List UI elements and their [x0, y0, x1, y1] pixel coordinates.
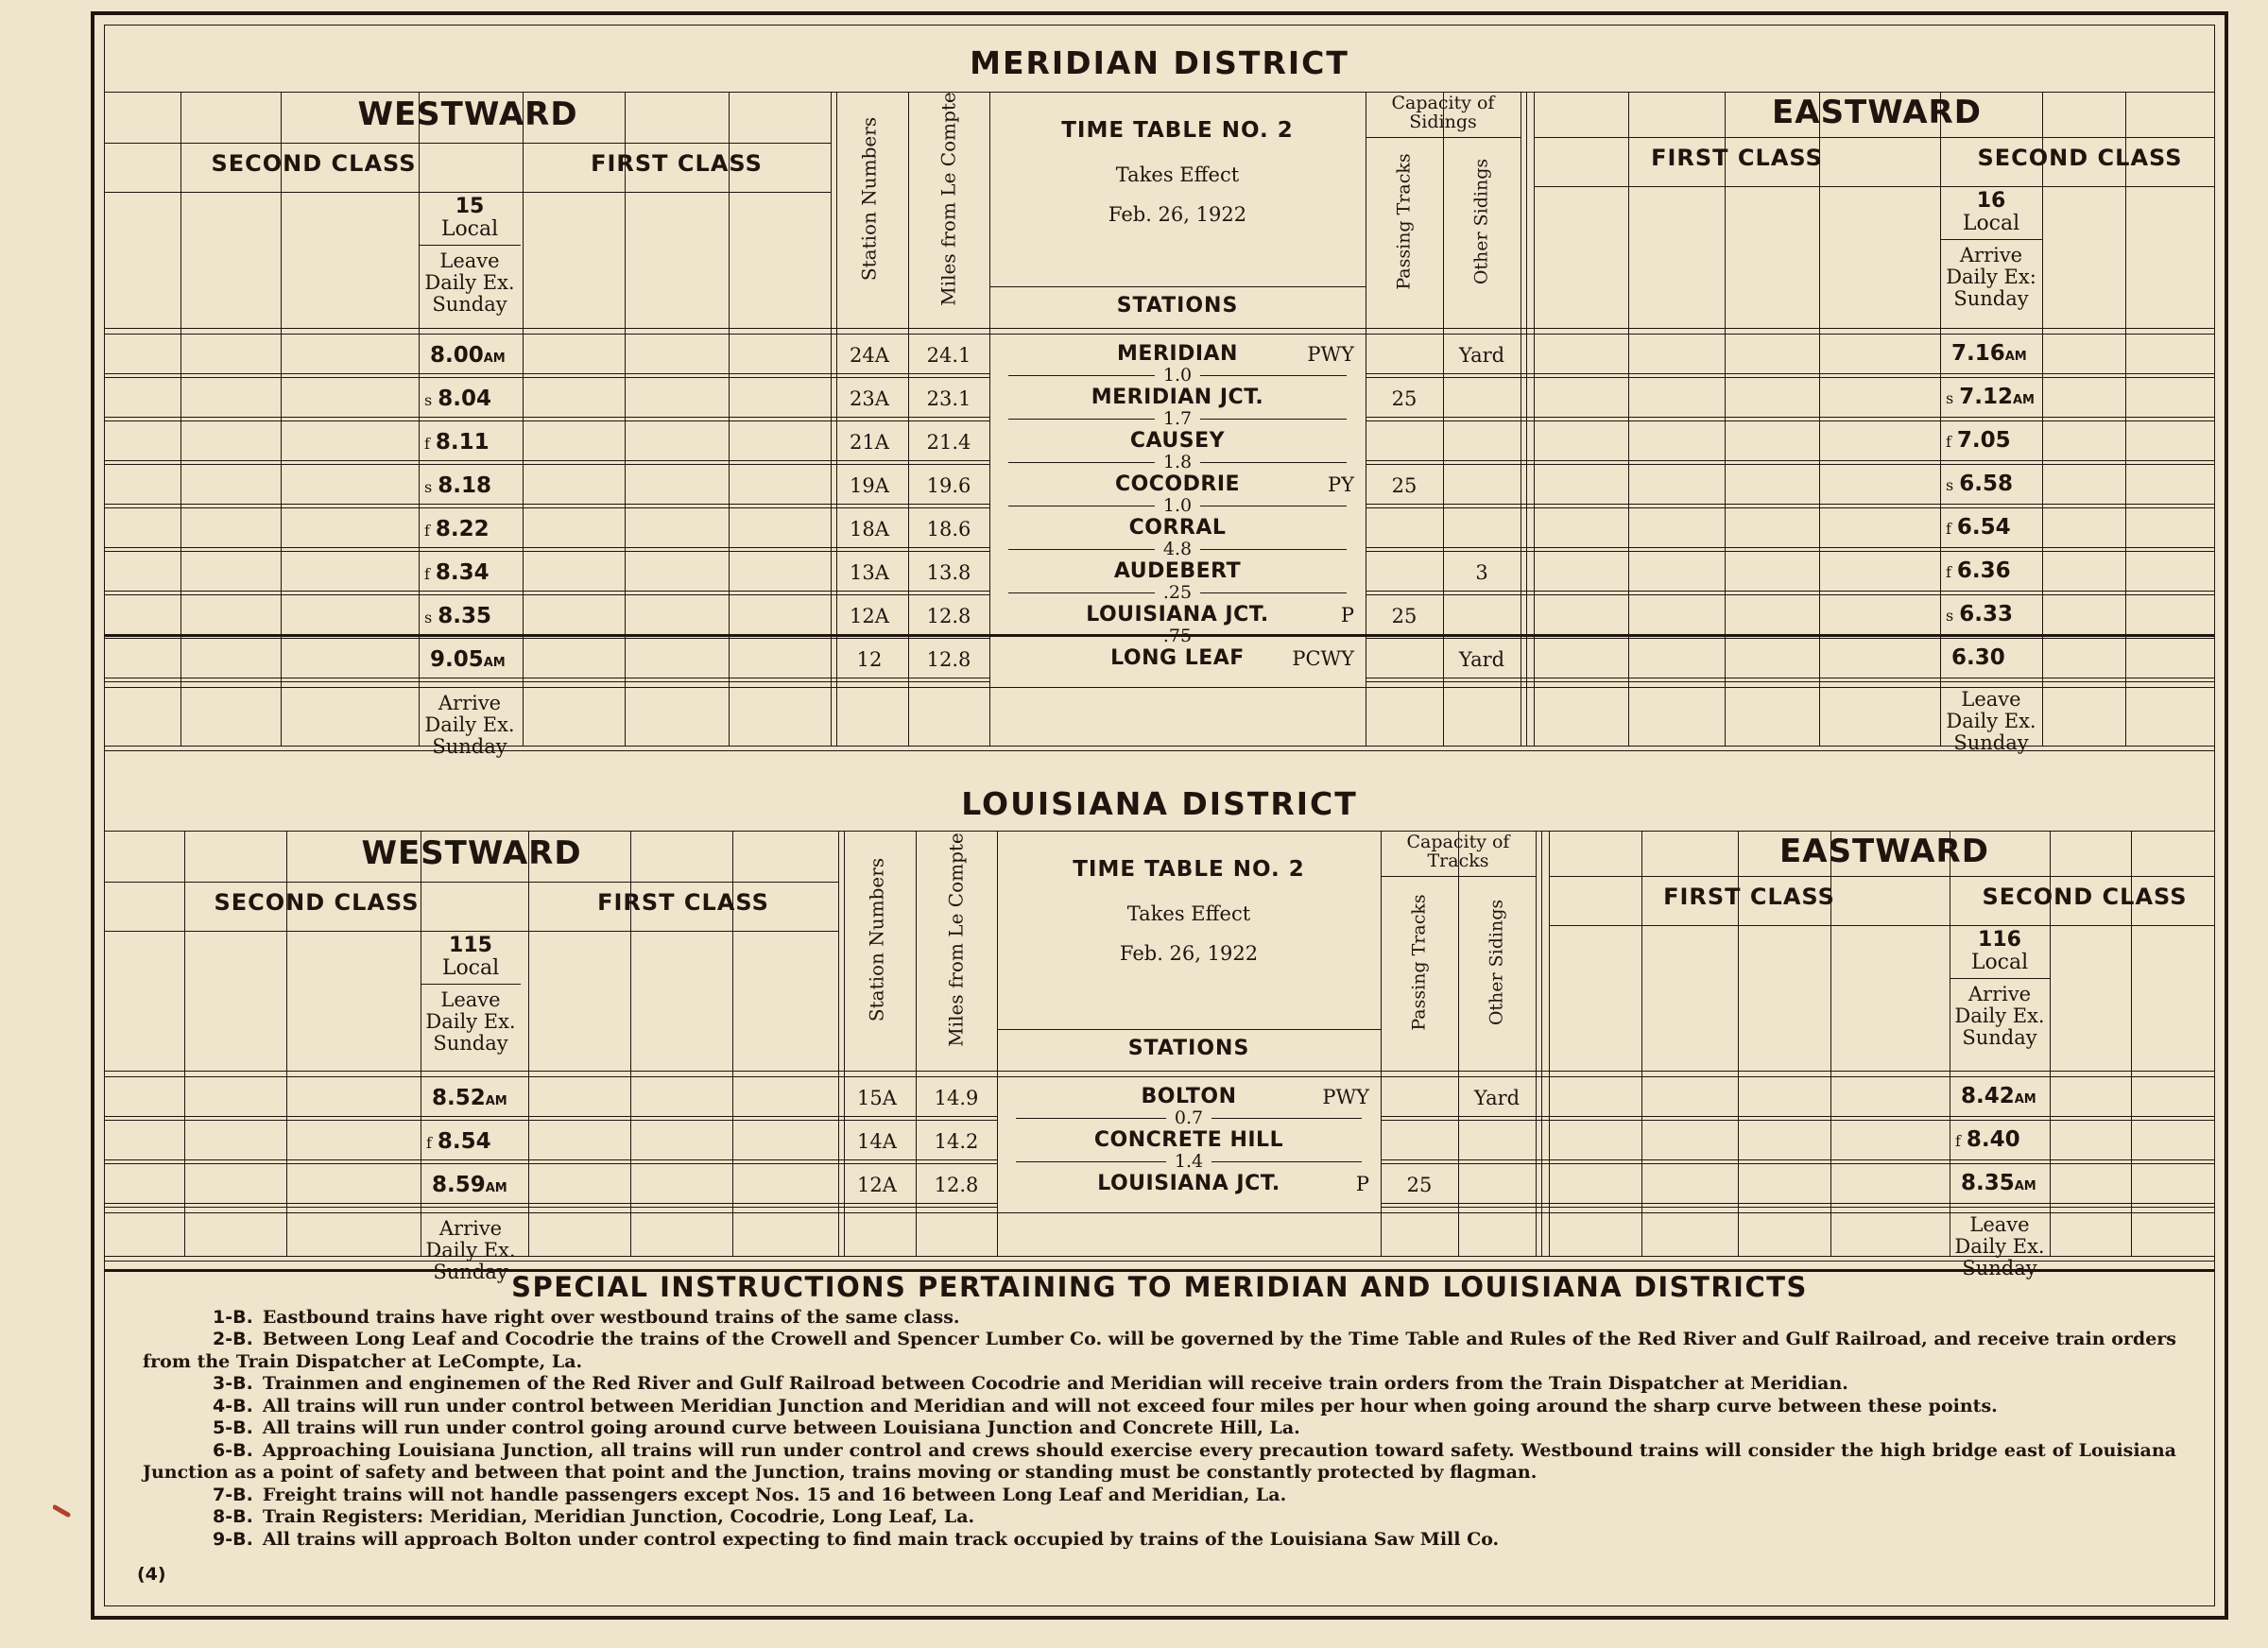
station-name: LONG LEAF — [1110, 646, 1245, 670]
instruction-text: Between Long Leaf and Cocodrie the trains of the Crowell and Spencer Lumber Co. will be governed by the Time Table and Rules of the Red River and Gulf Railroad, and receive train orders from the Train Dispatcher at LeCompte, La. — [143, 1329, 2176, 1372]
am-marker: AM — [485, 1181, 507, 1195]
station-number: 13A — [850, 561, 889, 584]
other-sidings-value: Yard — [1458, 648, 1505, 671]
timetable-info — [989, 118, 1366, 226]
station-number: 21A — [850, 431, 889, 454]
west-second-class: SECOND CLASS — [214, 889, 420, 916]
time-value: 6.54 — [1956, 515, 2011, 540]
instruction-number: 6-B. — [213, 1439, 253, 1461]
east-time — [1946, 645, 2005, 670]
class-rule — [105, 192, 831, 193]
time-value: 7.05 — [1956, 428, 2011, 453]
direction-rule — [105, 143, 831, 144]
time-value: 8.54 — [437, 1129, 491, 1154]
other-sidings-header: Other Sidings — [1470, 158, 1492, 285]
row-rule — [105, 591, 989, 592]
am-marker: AM — [2012, 393, 2035, 407]
instruction-item — [143, 1506, 2176, 1529]
westward-heading: WESTWARD — [357, 95, 578, 133]
row-rule — [105, 373, 989, 374]
station-name: LOUISIANA JCT. — [1097, 1172, 1280, 1195]
instruction-number: 9-B. — [213, 1528, 253, 1550]
table-row — [105, 638, 2214, 681]
time-value: 8.42 — [1961, 1084, 2015, 1108]
instruction-text: Freight trains will not handle passengers except Nos. 15 and 16 between Long Leaf and Meridian, La. — [262, 1484, 1287, 1505]
instruction-text: Eastbound trains have right over westbound trains of the same class. — [262, 1306, 960, 1328]
miles-value: 14.9 — [934, 1087, 979, 1109]
west-first-class: FIRST CLASS — [597, 889, 769, 916]
instruction-number: 4-B. — [213, 1395, 253, 1416]
other-sidings-value: Yard — [1473, 1087, 1521, 1109]
instruction-item — [143, 1417, 2176, 1440]
miles-value: 14.2 — [934, 1130, 979, 1153]
flag-stop-marker: s — [1946, 476, 1954, 494]
east-second-class: SECOND CLASS — [1982, 884, 2188, 910]
east-leave-note: Leave Daily Ex. Sunday — [1946, 688, 2036, 754]
time-value: 7.12 — [1959, 385, 2013, 409]
instruction-item — [143, 1529, 2176, 1552]
station-number: 15A — [857, 1087, 897, 1109]
passing-tracks-value: 25 — [1391, 474, 1418, 497]
station-code: P — [1355, 1173, 1369, 1195]
instruction-number: 2-B. — [213, 1329, 253, 1349]
row-rule — [1366, 681, 2214, 682]
station-code: PY — [1328, 473, 1354, 496]
instruction-item — [143, 1307, 2176, 1330]
distance-value: .75 — [1155, 628, 1200, 644]
east-train-header — [1940, 190, 2042, 235]
row-rule — [1366, 591, 2214, 592]
east-first-class: FIRST CLASS — [1663, 884, 1835, 910]
time-value: 9.05 — [430, 647, 484, 672]
time-value: 8.04 — [438, 386, 491, 411]
flag-stop-marker: f — [1946, 433, 1951, 451]
east-time — [1946, 341, 2027, 366]
section-end-rule — [105, 750, 2214, 751]
row-rule — [105, 1203, 997, 1204]
am-marker: AM — [483, 352, 506, 366]
row-rule — [1381, 1159, 2214, 1160]
louisiana-district-table — [105, 759, 2214, 1283]
train-number: 115 — [449, 934, 492, 957]
timetable-number: TIME TABLE NO. 2 — [1073, 857, 1305, 882]
west-time — [426, 1173, 507, 1197]
distance-value: 1.0 — [1155, 368, 1200, 383]
instructions-title: SPECIAL INSTRUCTIONS PERTAINING TO MERIDIAN AND LOUISIANA DISTRICTS — [511, 1271, 1808, 1303]
east-train-header — [1950, 929, 2050, 974]
other-sidings-value: Yard — [1458, 344, 1505, 367]
row-rule — [1366, 547, 2214, 548]
capacity-header: Capacity of Sidings — [1391, 93, 1495, 132]
distance-value: 4.8 — [1155, 541, 1200, 557]
capacity-header: Capacity of Tracks — [1406, 832, 1510, 871]
east-second-class: SECOND CLASS — [1977, 145, 2183, 171]
special-instructions — [143, 1271, 2176, 1551]
time-value: 8.34 — [435, 560, 490, 585]
time-value: 8.18 — [438, 473, 491, 498]
time-value: 8.22 — [435, 517, 490, 541]
am-marker: AM — [483, 656, 506, 670]
west-arrive-note: Arrive Daily Ex. Sunday — [425, 1217, 516, 1283]
direction-rule — [105, 882, 838, 883]
east-time — [1955, 1127, 2020, 1152]
west-arrive-note: Arrive Daily Ex. Sunday — [424, 692, 515, 758]
ink-mark — [53, 1504, 72, 1518]
flag-stop-marker: f — [1946, 563, 1951, 581]
distance-value: 1.7 — [1155, 411, 1200, 426]
am-marker: AM — [2014, 1179, 2036, 1193]
am-marker: AM — [2004, 350, 2027, 364]
time-value: 8.52 — [432, 1086, 486, 1110]
miles-value: 19.6 — [926, 474, 971, 497]
section-end-rule — [105, 746, 2214, 747]
table-row — [105, 1076, 2214, 1120]
station-number: 12A — [850, 605, 889, 627]
effective-date: Feb. 26, 1922 — [1108, 203, 1247, 226]
distance-value: 1.0 — [1155, 498, 1200, 513]
district-title: MERIDIAN DISTRICT — [970, 44, 1349, 81]
page-number: (4) — [137, 1564, 166, 1585]
station-number: 24A — [850, 344, 889, 367]
instruction-item — [143, 1373, 2176, 1396]
row-rule — [1381, 1116, 2214, 1117]
miles-header: Miles from Le Compte — [936, 92, 960, 306]
train-rule — [419, 245, 521, 246]
timetable-frame — [104, 25, 2215, 1606]
header-rule — [105, 1071, 2214, 1072]
other-sidings-value: 3 — [1475, 561, 1488, 584]
takes-effect-label: Takes Effect — [1115, 163, 1240, 186]
row-rule — [105, 417, 989, 418]
stations-rule — [997, 1029, 1381, 1030]
passing-tracks-value: 25 — [1391, 605, 1418, 627]
miles-header: Miles from Le Compte — [944, 833, 968, 1047]
time-value: 6.58 — [1959, 472, 2013, 496]
row-rule — [1381, 1203, 2214, 1204]
section-end-rule — [105, 1261, 2214, 1262]
instruction-item — [143, 1440, 2176, 1485]
passing-tracks-header: Passing Tracks — [1393, 153, 1415, 290]
table-row — [105, 1163, 2214, 1207]
instruction-number: 5-B. — [213, 1417, 253, 1438]
time-value: 6.30 — [1951, 645, 2005, 670]
east-arrive-note: Arrive Daily Ex: Sunday — [1946, 244, 2036, 310]
rows-end-rule — [105, 1212, 2214, 1213]
instruction-item — [143, 1329, 2176, 1373]
train-type: Local — [1970, 951, 2029, 974]
instruction-number: 7-B. — [213, 1484, 253, 1505]
instruction-item — [143, 1396, 2176, 1418]
west-time — [424, 386, 491, 411]
rows-thick-rule — [105, 634, 2214, 637]
west-time — [424, 560, 490, 585]
east-arrive-note: Arrive Daily Ex. Sunday — [1954, 983, 2045, 1049]
row-rule — [105, 1116, 997, 1117]
distance-value: 1.8 — [1155, 455, 1200, 470]
time-value: 6.36 — [1956, 558, 2011, 583]
west-second-class: SECOND CLASS — [211, 150, 417, 177]
other-sidings-header: Other Sidings — [1486, 899, 1507, 1026]
instruction-text: Train Registers: Meridian, Meridian Junction, Cocodrie, Long Leaf, La. — [262, 1506, 975, 1527]
eastward-heading: EASTWARD — [1772, 94, 1982, 131]
district-title: LOUISIANA DISTRICT — [961, 785, 1358, 822]
flag-stop-marker: s — [1946, 607, 1954, 625]
station-code: PCWY — [1292, 647, 1354, 670]
timetable-info — [997, 857, 1381, 965]
row-rule — [1366, 460, 2214, 461]
instruction-item — [143, 1485, 2176, 1507]
direction-rule — [1549, 876, 2214, 877]
passing-tracks-value: 25 — [1406, 1174, 1433, 1196]
stations-header: STATIONS — [1127, 1037, 1250, 1060]
station-code: PWY — [1307, 343, 1354, 366]
instruction-number: 1-B. — [213, 1306, 253, 1328]
flag-stop-marker: f — [424, 435, 430, 453]
flag-stop-marker: s — [424, 391, 433, 409]
class-rule — [1549, 925, 2214, 926]
station-name: MERIDIAN JCT. — [1091, 386, 1264, 409]
west-leave-note: Leave Daily Ex. Sunday — [425, 988, 516, 1055]
timetable-number: TIME TABLE NO. 2 — [1061, 118, 1294, 143]
time-value: 8.40 — [1966, 1127, 2020, 1152]
row-rule — [105, 1159, 997, 1160]
instruction-text: Trainmen and enginemen of the Red River and Gulf Railroad between Cocodrie and Meridian will receive train orders from the Train Dispatcher at Meridian. — [262, 1373, 1848, 1394]
header-rule — [105, 328, 2214, 329]
direction-rule — [1534, 137, 2214, 138]
station-name: CONCRETE HILL — [1093, 1128, 1284, 1152]
capacity-rule — [1381, 876, 1536, 877]
east-time — [1955, 1084, 2036, 1108]
instruction-number: 8-B. — [213, 1506, 253, 1527]
station-number: 19A — [850, 474, 889, 497]
west-train-header — [419, 196, 521, 241]
east-time — [1946, 472, 2013, 496]
flag-stop-marker: f — [1946, 520, 1951, 538]
train-number: 16 — [1976, 189, 2006, 213]
row-rule — [105, 504, 989, 505]
flag-stop-marker: f — [424, 522, 430, 540]
miles-value: 21.4 — [926, 431, 971, 454]
distance-value: 1.4 — [1166, 1154, 1211, 1169]
capacity-rule — [1366, 137, 1521, 138]
train-rule — [421, 984, 521, 985]
station-name: AUDEBERT — [1113, 559, 1242, 583]
train-type: Local — [440, 217, 499, 241]
station-name: LOUISIANA JCT. — [1086, 603, 1269, 627]
am-marker: AM — [485, 1094, 507, 1108]
flag-stop-marker: f — [426, 1134, 432, 1152]
west-time — [424, 473, 491, 498]
instruction-number: 3-B. — [213, 1373, 253, 1394]
flag-stop-marker: s — [424, 609, 433, 627]
train-rule — [1940, 239, 2042, 240]
station-name: BOLTON — [1141, 1085, 1237, 1108]
passing-tracks-value: 25 — [1391, 387, 1418, 410]
west-first-class: FIRST CLASS — [591, 150, 763, 177]
station-code: P — [1340, 604, 1354, 627]
flag-stop-marker: s — [424, 478, 433, 496]
row-rule — [105, 460, 989, 461]
takes-effect-label: Takes Effect — [1126, 902, 1251, 925]
time-value: 8.35 — [438, 604, 491, 628]
row-rule — [1366, 417, 2214, 418]
west-time — [424, 517, 490, 541]
west-time — [424, 343, 506, 368]
station-name: COCODRIE — [1114, 472, 1241, 496]
station-name: CAUSEY — [1129, 429, 1226, 453]
class-rule — [105, 931, 838, 932]
west-time — [424, 647, 506, 672]
train-number: 116 — [1978, 928, 2021, 952]
west-time — [424, 430, 490, 455]
table-row — [105, 1120, 2214, 1163]
west-time — [426, 1129, 491, 1154]
class-rule — [1534, 186, 2214, 187]
time-value: 8.59 — [432, 1173, 486, 1197]
distance-value: .25 — [1155, 585, 1200, 600]
miles-value: 12.8 — [934, 1174, 979, 1196]
miles-value: 13.8 — [926, 561, 971, 584]
miles-value: 12.8 — [926, 648, 971, 671]
timetable-page — [91, 11, 2228, 1620]
stations-header: STATIONS — [1116, 294, 1239, 318]
train-number: 15 — [455, 195, 485, 218]
time-value: 8.11 — [435, 430, 490, 455]
miles-value: 12.8 — [926, 605, 971, 627]
west-train-header — [421, 935, 521, 980]
east-time — [1946, 385, 2035, 409]
stations-rule — [989, 286, 1366, 287]
time-value: 6.33 — [1959, 602, 2013, 627]
flag-stop-marker: f — [1955, 1132, 1961, 1150]
east-first-class: FIRST CLASS — [1651, 145, 1823, 171]
station-number: 12 — [856, 648, 883, 671]
row-rule — [105, 681, 989, 682]
instructions-list — [143, 1307, 2176, 1552]
train-type: Local — [441, 956, 500, 980]
row-rule — [1381, 1207, 2214, 1208]
east-time — [1946, 602, 2013, 627]
flag-stop-marker: f — [424, 565, 430, 583]
section-end-rule — [105, 1256, 2214, 1257]
miles-value: 18.6 — [926, 518, 971, 541]
east-leave-note: Leave Daily Ex. Sunday — [1954, 1213, 2045, 1279]
station-number: 12A — [857, 1174, 897, 1196]
train-type: Local — [1962, 212, 2020, 235]
westward-heading: WESTWARD — [361, 834, 582, 872]
station-code: PWY — [1322, 1086, 1369, 1108]
miles-value: 23.1 — [926, 387, 971, 410]
rows-end-rule — [105, 687, 2214, 688]
east-time — [1946, 515, 2011, 540]
station-numbers-header: Station Numbers — [857, 116, 881, 282]
time-value: 7.16 — [1951, 341, 2005, 366]
meridian-district-table — [105, 26, 2214, 759]
west-leave-note: Leave Daily Ex. Sunday — [424, 249, 515, 316]
station-number: 14A — [857, 1130, 897, 1153]
eastward-heading: EASTWARD — [1779, 833, 1989, 870]
row-rule — [1366, 504, 2214, 505]
station-numbers-header: Station Numbers — [865, 857, 888, 1022]
flag-stop-marker: s — [1946, 389, 1954, 407]
west-time — [424, 604, 491, 628]
title-rule — [105, 92, 2214, 93]
instruction-text: All trains will run under control going around curve between Louisiana Junction and Concrete Hill, La. — [262, 1417, 1300, 1438]
time-value: 8.00 — [430, 343, 484, 368]
row-rule — [1366, 373, 2214, 374]
east-time — [1955, 1171, 2036, 1195]
station-number: 18A — [850, 518, 889, 541]
time-value: 8.35 — [1961, 1171, 2015, 1195]
west-time — [426, 1086, 507, 1110]
station-name: MERIDIAN — [1117, 342, 1238, 366]
east-time — [1946, 428, 2011, 453]
miles-value: 24.1 — [926, 344, 971, 367]
instruction-text: All trains will approach Bolton under control expecting to find main track occupied by trains of the Louisiana Saw Mill Co. — [262, 1528, 1500, 1550]
passing-tracks-header: Passing Tracks — [1408, 894, 1430, 1031]
row-rule — [105, 1207, 997, 1208]
east-time — [1946, 558, 2011, 583]
instruction-text: Approaching Louisiana Junction, all trains will run under control and crews should exercise every precaution toward safety. Westbound trains will consider the high bridge east of Louisiana Junction as a point of safety and between that point and the Junction, trains moving or standing must be constantly protected by flagman. — [143, 1439, 2176, 1483]
station-name: CORRAL — [1128, 516, 1227, 540]
station-number: 23A — [850, 387, 889, 410]
instruction-text: All trains will run under control between Meridian Junction and Meridian and will not exceed four miles per hour when going around the sharp curve between these points. — [262, 1395, 1998, 1416]
row-rule — [105, 547, 989, 548]
effective-date: Feb. 26, 1922 — [1119, 942, 1259, 965]
am-marker: AM — [2014, 1092, 2036, 1107]
train-rule — [1950, 978, 2050, 979]
distance-value: 0.7 — [1166, 1110, 1211, 1125]
